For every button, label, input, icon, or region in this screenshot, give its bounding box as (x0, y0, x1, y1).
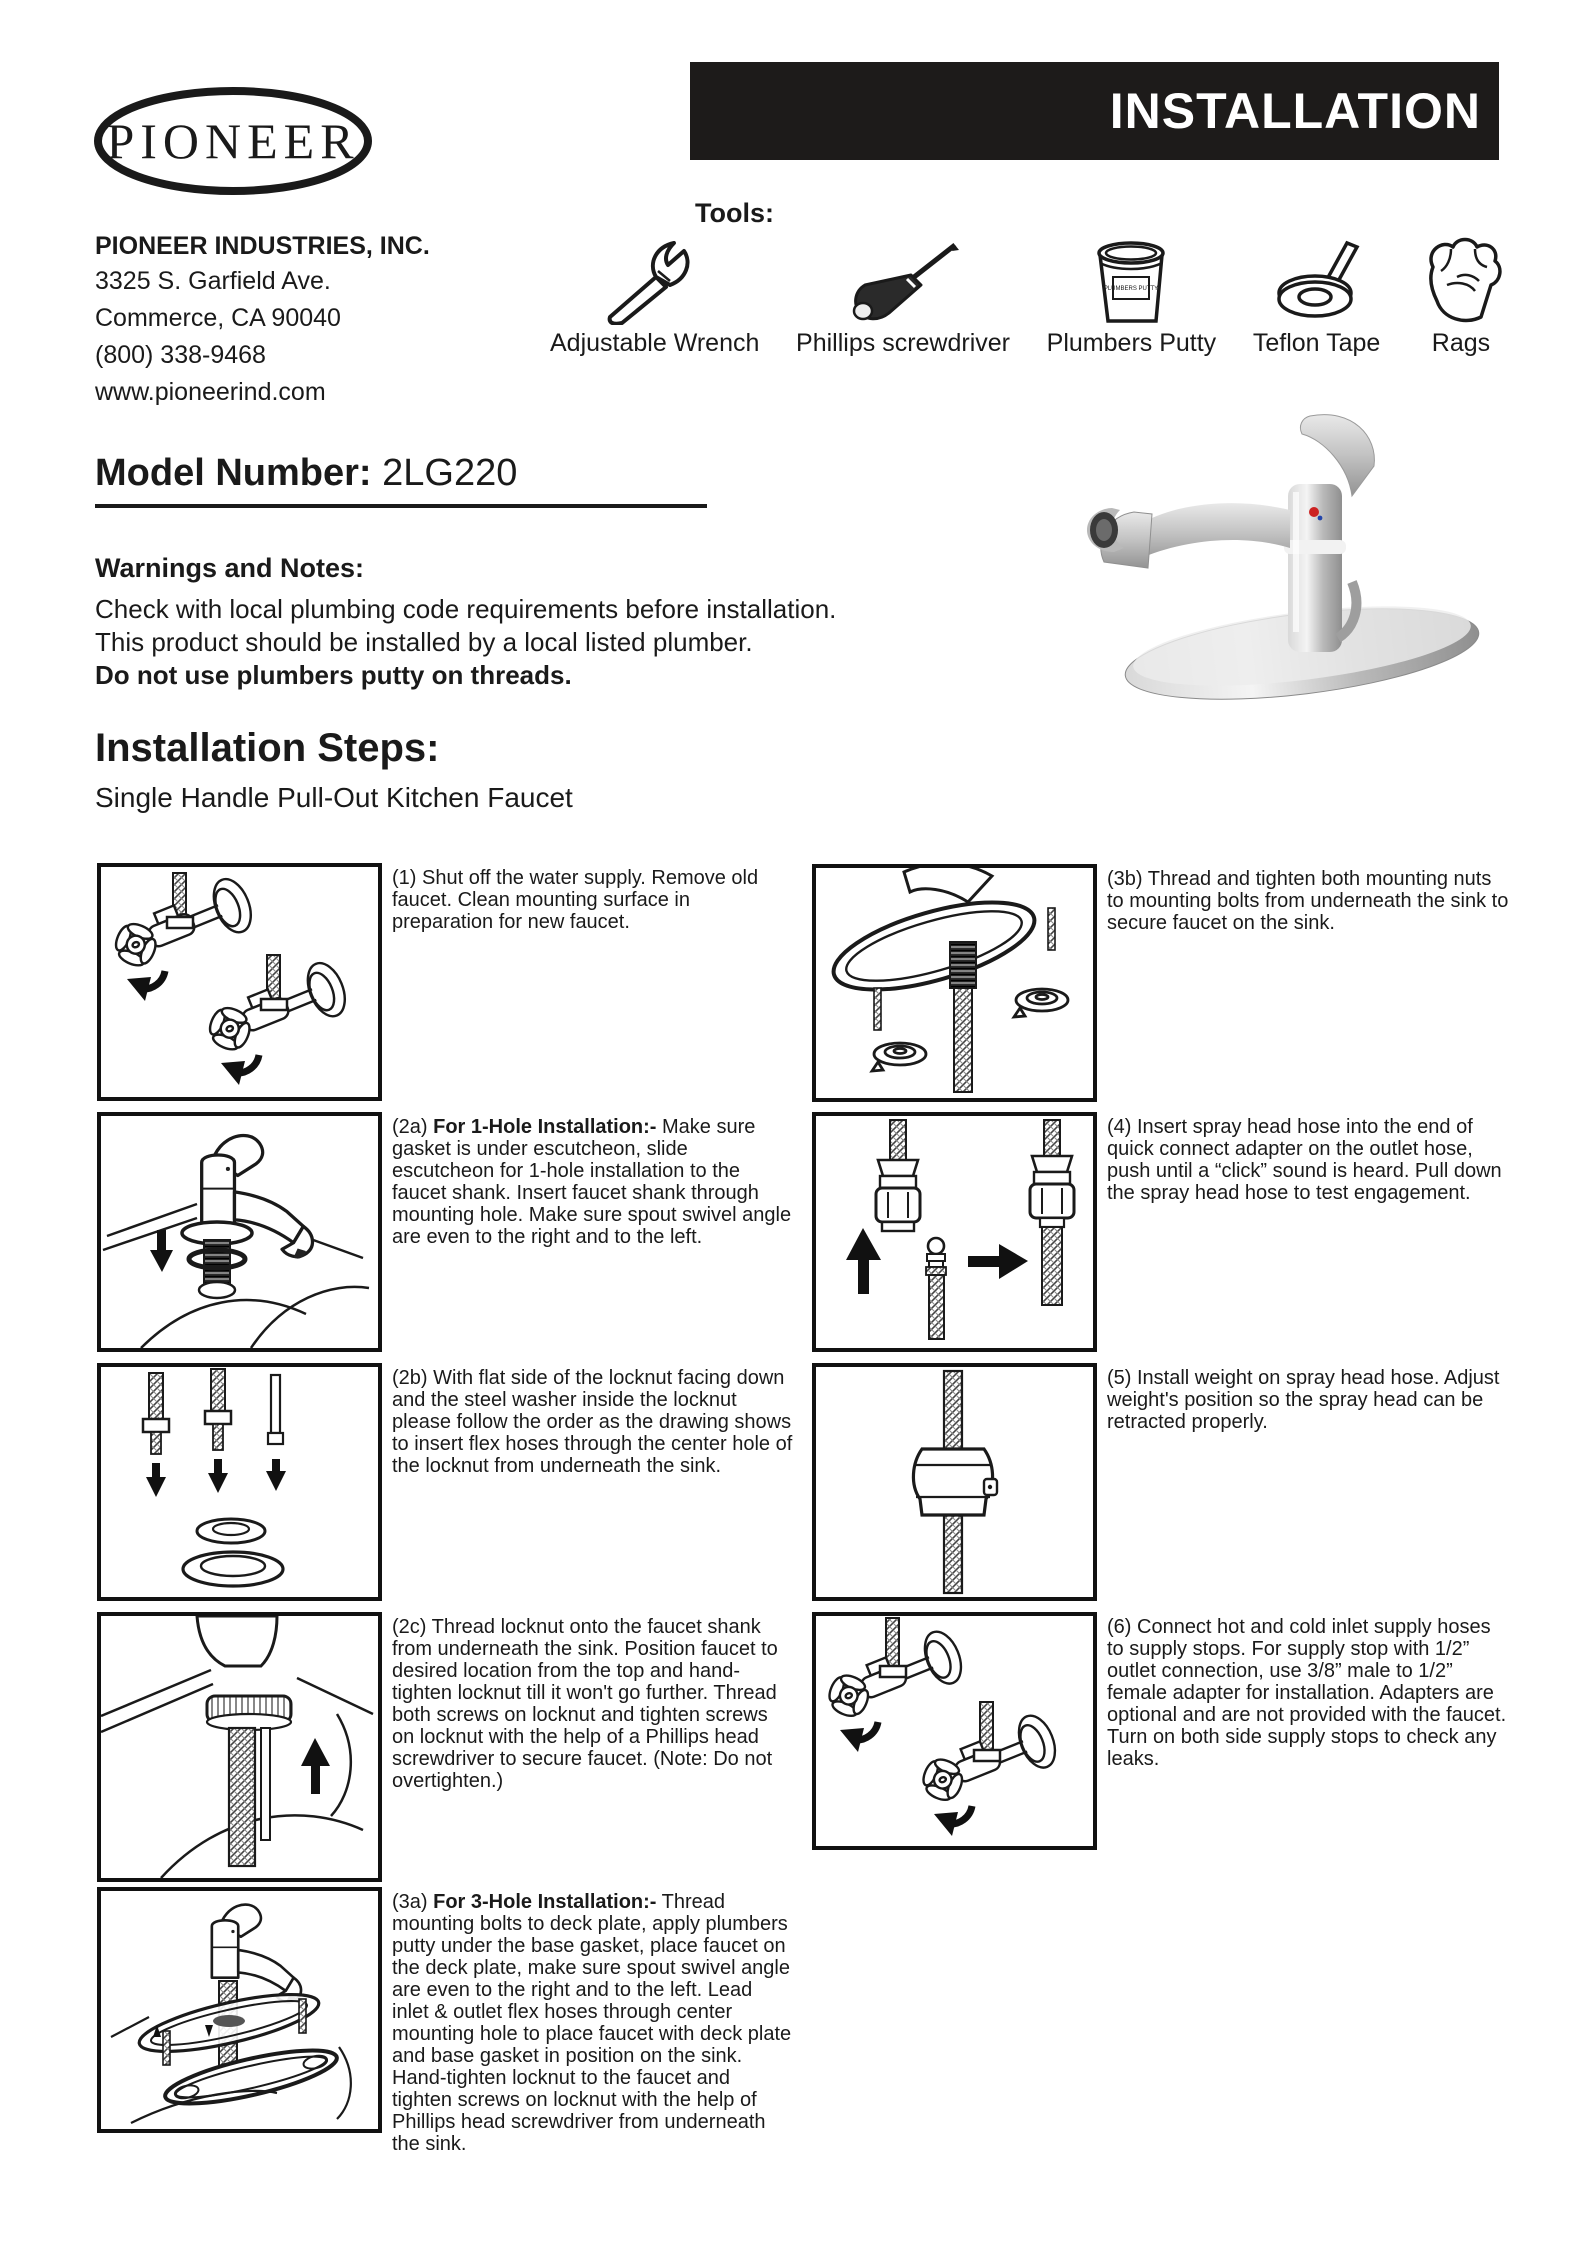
company-name: PIONEER INDUSTRIES, INC. (95, 232, 430, 260)
step-5-figure (812, 1363, 1097, 1601)
step-1-text: (1) Shut off the water supply. Remove old faucet. Clean mounting surface in preparation for new faucet. (392, 867, 759, 933)
step-2c-figure (97, 1612, 382, 1882)
model-number-label: Model Number: (95, 452, 372, 494)
step-2c-text: (2c) Thread locknut onto the faucet shank from underneath the sink. Position faucet to desired location from the top and hand-tighten locknut till it won't go further. Thread both screws on locknut and tighten screws on locknut with the help of a Phillips head screwdriver to secure faucet. (Note: Do not overtighten.) (392, 1616, 778, 1792)
tool-phillips-screwdriver (796, 241, 1010, 358)
warnings-line-bold: Do not use plumbers putty on threads. (95, 660, 572, 690)
logo-text: PIONEER (106, 113, 360, 169)
installation-steps-subtitle: Single Handle Pull-Out Kitchen Faucet (95, 782, 573, 813)
tools-row (550, 228, 1505, 358)
rags-icon (1417, 233, 1505, 325)
step-2b-text: (2b) With flat side of the locknut facing down and the steel washer inside the locknut please follow the order as the drawing shows to insert flex hoses through the center hole of the locknut from underneath the sink. (392, 1367, 793, 1477)
company-address2: Commerce, CA 90040 (95, 304, 341, 332)
adjustable-wrench-icon (600, 241, 710, 325)
tool-label: Plumbers Putty (1046, 329, 1217, 357)
tool-teflon-tape (1253, 237, 1380, 358)
warnings-section (95, 552, 836, 692)
step-6-text: (6) Connect hot and cold inlet supply hoses to supply stops. For supply stop with 1/2” outlet connection, use 3/8” male to 1/2” female adapter for installation. Adapters are optional and are not provided with the faucet. Turn on both side supply stops to check any leaks. (1107, 1616, 1507, 1770)
step-1-figure (97, 863, 382, 1101)
step-4-figure (812, 1112, 1097, 1352)
warnings-line: Check with local plumbing code requirements before installation. (95, 594, 837, 624)
phillips-screwdriver-icon (843, 241, 963, 325)
putty-jar-label: PLUMBERS PUTTY (1104, 286, 1159, 292)
plumbers-putty-icon (1088, 233, 1174, 325)
faucet-product-image (1052, 392, 1504, 708)
step-6-figure (812, 1612, 1097, 1850)
step-4-text: (4) Insert spray head hose into the end of quick connect adapter on the outlet hose, push until a “click” sound is heard. Pull down the spray head hose to test engagement. (1107, 1116, 1502, 1204)
tool-rags (1417, 233, 1505, 358)
tool-label: Phillips screwdriver (796, 329, 1010, 357)
tool-adjustable-wrench (550, 241, 759, 358)
company-address1: 3325 S. Garfield Ave. (95, 267, 331, 295)
installation-banner: INSTALLATION (690, 62, 1499, 160)
company-phone: (800) 338-9468 (95, 341, 266, 369)
tools-label: Tools: (695, 198, 774, 228)
pioneer-logo (92, 86, 374, 196)
model-number-underline (95, 504, 707, 508)
step-2a-figure (97, 1112, 382, 1352)
step-5-text: (5) Install weight on spray head hose. Adjust weight's position so the spray head can be retracted properly. (1107, 1367, 1500, 1433)
model-number-value: 2LG220 (382, 452, 518, 494)
step-3b-figure (812, 864, 1097, 1102)
tool-label: Teflon Tape (1252, 329, 1381, 357)
step-3b-text: (3b) Thread and tighten both mounting nuts to mounting bolts from underneath the sink to secure faucet on the sink. (1107, 868, 1509, 934)
step-2a-text: (2a) For 1-Hole Installation:- Make sure gasket is under escutcheon, slide escutcheon for 1-hole installation to the faucet shank. Insert faucet shank through mounting hole. Make sure spout swivel angle are even to the right and to the left. (392, 1116, 792, 1248)
tool-plumbers-putty (1047, 233, 1217, 358)
installation-steps-heading: Installation Steps: (95, 726, 440, 770)
step-3a-text: (3a) For 3-Hole Installation:- Thread mounting bolts to deck plate, apply plumbers putty under the base gasket, place faucet on the deck plate, make sure spout swivel angle are even to the right and to the left. Lead inlet & outlet flex hoses through center mounting hole to place faucet with deck plate and base gasket in position on the sink. Hand-tighten locknut to the faucet and tighten screws on locknut with the help of Phillips head screwdriver from underneath the sink. (392, 1891, 792, 2155)
step-3a-figure (97, 1887, 382, 2133)
model-number-line (95, 452, 517, 495)
tool-label: Adjustable Wrench (550, 329, 760, 357)
step-2b-figure (97, 1363, 382, 1601)
warnings-heading: Warnings and Notes: (95, 553, 365, 583)
warnings-line: This product should be installed by a local listed plumber. (95, 627, 753, 657)
tool-label: Rags (1431, 329, 1491, 357)
teflon-tape-icon (1267, 237, 1367, 325)
company-website: www.pioneerind.com (95, 378, 326, 406)
company-info (95, 232, 430, 415)
